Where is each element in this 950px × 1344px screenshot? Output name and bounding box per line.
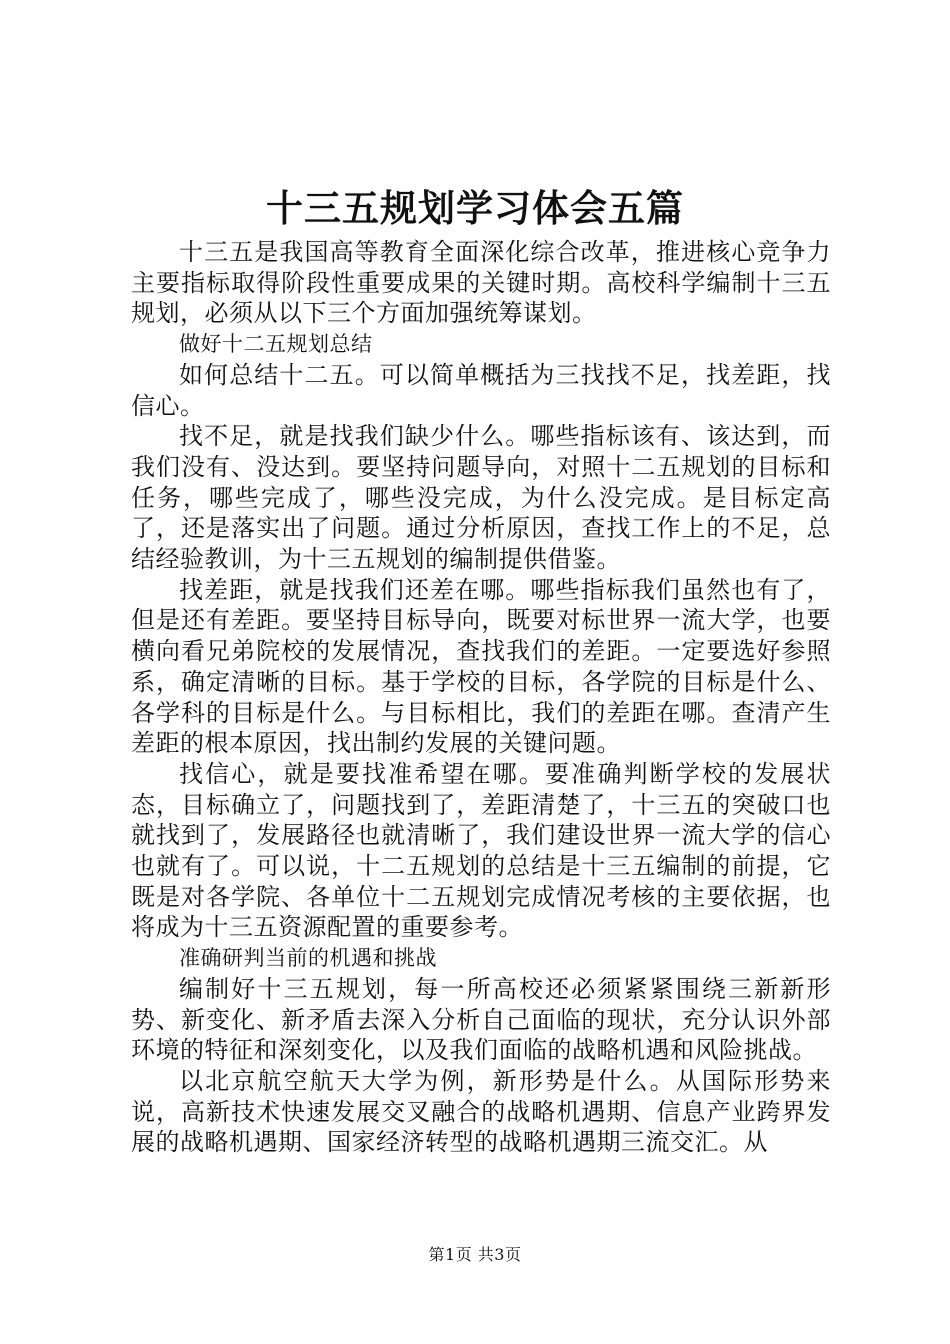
page-footer: 第1页 共3页 <box>428 1245 522 1264</box>
paragraph-find-shortcomings: 找不足，就是找我们缺少什么。哪些指标该有、该达到，而我们没有、没达到。要坚持问题导向，对照十二五规划的目标和任务，哪些完成了，哪些没完成，为什么没完成。是目标定高了，还是落实出了问题。通过分析原因，查找工作上的不足，总结经验教训，为十三五规划的编制提供借鉴。 <box>131 422 831 574</box>
paragraph-find-confidence: 找信心，就是要找准希望在哪。要准确判断学校的发展状态，目标确立了，问题找到了，差距清楚了，十三五的突破口也就找到了，发展路径也就清晰了，我们建设世界一流大学的信心也就有了。可以说，十二五规划的总结是十三五编制的前提，它既是对各学院、各单位十二五规划完成情况考核的主要依据，也将成为十三五资源配置的重要参考。 <box>131 759 831 942</box>
paragraph-find-gaps: 找差距，就是找我们还差在哪。哪些指标我们虽然也有了，但是还有差距。要坚持目标导向，既要对标世界一流大学，也要横向看兄弟院校的发展情况，查找我们的差距。一定要选好参照系，确定清晰的目标。基于学校的目标，各学院的目标是什么、各学科的目标是什么。与目标相比，我们的差距在哪。查清产生差距的根本原因，找出制约发展的关键问题。 <box>131 575 831 758</box>
document-body <box>131 237 831 1158</box>
paragraph-intro: 十三五是我国高等教育全面深化综合改革，推进核心竞争力主要指标取得阶段性重要成果的关键时期。高校科学编制十三五规划，必须从以下三个方面加强统筹谋划。 <box>131 238 831 328</box>
paragraph-beihang-example: 以北京航空航天大学为例，新形势是什么。从国际形势来说，高新技术快速发展交叉融合的战略机遇期、信息产业跨界发展的战略机遇期、国家经济转型的战略机遇期三流交汇。从 <box>131 1066 831 1157</box>
paragraph-how-to-summarize: 如何总结十二五。可以简单概括为三找找不足，找差距，找信心。 <box>131 360 831 420</box>
document-title: 十三五规划学习体会五篇 <box>266 186 684 230</box>
section-heading-opportunities: 准确研判当前的机遇和挑战 <box>179 946 437 971</box>
section-heading-summary: 做好十二五规划总结 <box>179 332 373 357</box>
paragraph-new-situation: 编制好十三五规划，每一所高校还必须紧紧围绕三新新形势、新变化、新矛盾去深入分析自己面临的现状，充分认识外部环境的特征和深刻变化，以及我们面临的战略机遇和风险挑战。 <box>131 974 831 1065</box>
